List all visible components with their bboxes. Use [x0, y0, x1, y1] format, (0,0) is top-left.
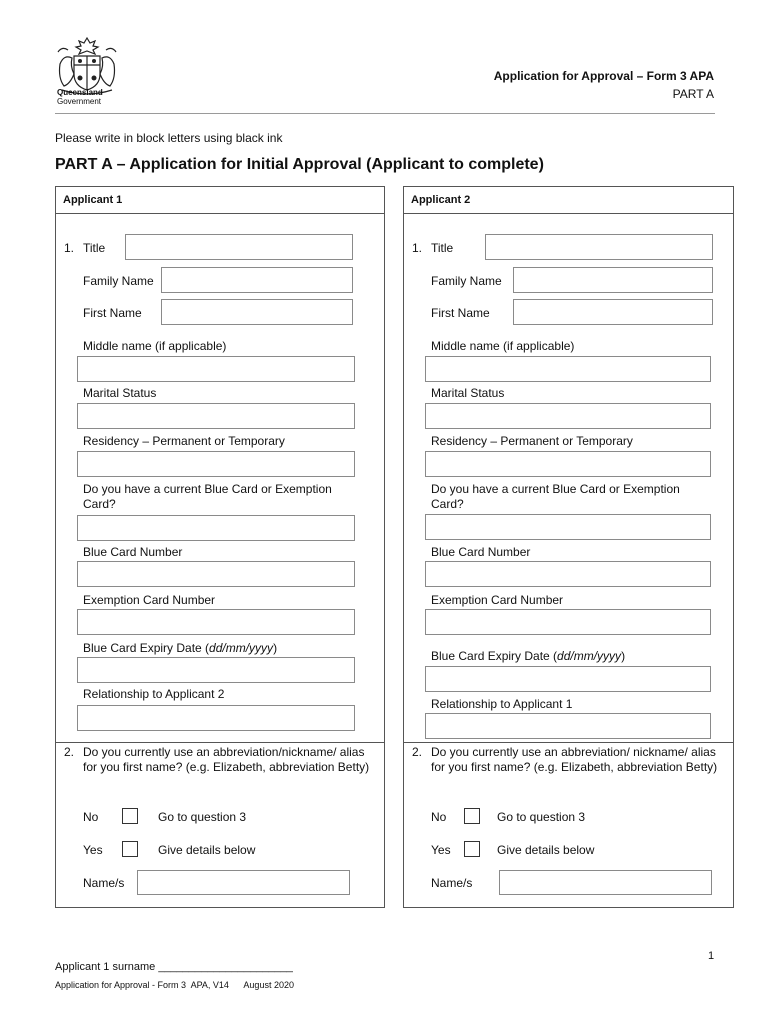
a1-q2-number: 2.: [64, 745, 75, 759]
a1-yes-label: Yes: [83, 843, 103, 857]
a1-names-label: Name/s: [83, 876, 125, 890]
instruction-text: Please write in block letters using black ink: [55, 131, 283, 145]
applicant2-heading: Applicant 2: [403, 186, 734, 214]
a1-no-label: No: [83, 810, 99, 824]
a1-expiry-format: dd/mm/yyyy: [209, 641, 274, 655]
logo-line2: Government: [57, 97, 102, 106]
a2-middle-name-input[interactable]: [425, 356, 711, 382]
logo-line1: Queensland: [57, 88, 103, 97]
a2-blue-card-answer-input[interactable]: [425, 514, 711, 540]
a1-exemption-number-label: Exemption Card Number: [83, 593, 216, 607]
a1-relationship-label: Relationship to Applicant 2: [83, 687, 225, 701]
a2-expiry-format: dd/mm/yyyy: [557, 649, 622, 663]
a2-middle-name-label: Middle name (if applicable): [431, 339, 575, 353]
a2-expiry-prefix: Blue Card Expiry Date (: [431, 649, 558, 663]
applicant1-heading: Applicant 1: [55, 186, 385, 214]
a2-marital-status-label: Marital Status: [431, 386, 505, 400]
page-number: 1: [708, 950, 715, 962]
a1-blue-card-question: Do you have a current Blue Card or Exemption Card?: [83, 482, 332, 511]
a1-expiry-prefix: Blue Card Expiry Date (: [83, 641, 210, 655]
header-divider: [55, 113, 715, 114]
a1-family-name-label: Family Name: [83, 274, 154, 288]
a2-yes-label: Yes: [431, 843, 451, 857]
part-title: PART A – Application for Initial Approval (Applicant to complete): [55, 156, 544, 173]
a2-title-input[interactable]: [485, 234, 713, 260]
a1-q2-text: Do you currently use an abbreviation/nickname/ alias for you first name? (e.g. Elizabeth, abbreviation Betty): [83, 745, 370, 774]
applicant1-surname-line: Applicant 1 surname ______________________: [55, 961, 293, 973]
a1-no-checkbox[interactable]: [122, 808, 138, 824]
a2-title-label: Title: [431, 241, 454, 255]
form-reference: Application for Approval - Form 3 APA, V14 August 2020: [55, 980, 294, 990]
a2-no-label: No: [431, 810, 447, 824]
form-title: Application for Approval – Form 3 APA: [493, 69, 714, 83]
a2-residency-label: Residency – Permanent or Temporary: [431, 434, 633, 448]
a2-exemption-number-label: Exemption Card Number: [431, 593, 564, 607]
a2-residency-input[interactable]: [425, 451, 711, 477]
a1-first-name-label: First Name: [83, 306, 142, 320]
a2-expiry-suffix: ): [621, 649, 626, 663]
a1-marital-status-label: Marital Status: [83, 386, 157, 400]
a2-yes-checkbox[interactable]: [464, 841, 480, 857]
a2-names-label: Name/s: [431, 876, 473, 890]
a1-residency-label: Residency – Permanent or Temporary: [83, 434, 285, 448]
a1-middle-name-input[interactable]: [77, 356, 355, 382]
a2-expiry-date-label: [431, 649, 625, 664]
a1-relationship-input[interactable]: [77, 705, 355, 731]
a1-title-label: Title: [83, 241, 106, 255]
a2-no-checkbox[interactable]: [464, 808, 480, 824]
a2-relationship-label: Relationship to Applicant 1: [431, 697, 573, 711]
a1-expiry-suffix: ): [273, 641, 278, 655]
a2-family-name-input[interactable]: [513, 267, 713, 293]
a2-blue-card-number-label: Blue Card Number: [431, 545, 531, 559]
a2-names-input[interactable]: [499, 870, 712, 895]
a1-family-name-input[interactable]: [161, 267, 353, 293]
a1-no-action: Go to question 3: [158, 810, 247, 824]
a2-first-name-input[interactable]: [513, 299, 713, 325]
a1-title-input[interactable]: [125, 234, 353, 260]
a1-blue-card-number-input[interactable]: [77, 561, 355, 587]
a2-yes-action: Give details below: [497, 843, 595, 857]
a1-names-input[interactable]: [137, 870, 350, 895]
a1-blue-card-answer-input[interactable]: [77, 515, 355, 541]
a2-exemption-number-input[interactable]: [425, 609, 711, 635]
a1-first-name-input[interactable]: [161, 299, 353, 325]
a1-exemption-number-input[interactable]: [77, 609, 355, 635]
a2-relationship-input[interactable]: [425, 713, 711, 739]
a1-yes-action: Give details below: [158, 843, 256, 857]
a2-blue-card-question: Do you have a current Blue Card or Exemption Card?: [431, 482, 680, 511]
a1-marital-status-input[interactable]: [77, 403, 355, 429]
a2-expiry-date-input[interactable]: [425, 666, 711, 692]
a2-q1-number: 1.: [412, 241, 423, 255]
a2-q2-number: 2.: [412, 745, 423, 759]
a1-middle-name-label: Middle name (if applicable): [83, 339, 227, 353]
a2-no-action: Go to question 3: [497, 810, 586, 824]
part-label: PART A: [672, 87, 714, 101]
a2-family-name-label: Family Name: [431, 274, 502, 288]
a1-yes-checkbox[interactable]: [122, 841, 138, 857]
a2-blue-card-number-input[interactable]: [425, 561, 711, 587]
a1-blue-card-number-label: Blue Card Number: [83, 545, 183, 559]
a1-q1-number: 1.: [64, 241, 75, 255]
a1-expiry-date-input[interactable]: [77, 657, 355, 683]
a2-q2-text: Do you currently use an abbreviation/ nickname/ alias for you first name? (e.g. Elizabeth, abbreviation Betty): [431, 745, 718, 774]
a1-expiry-date-label: [83, 641, 277, 656]
logo-wordmark: [57, 88, 103, 106]
a2-first-name-label: First Name: [431, 306, 490, 320]
a2-marital-status-input[interactable]: [425, 403, 711, 429]
a1-residency-input[interactable]: [77, 451, 355, 477]
